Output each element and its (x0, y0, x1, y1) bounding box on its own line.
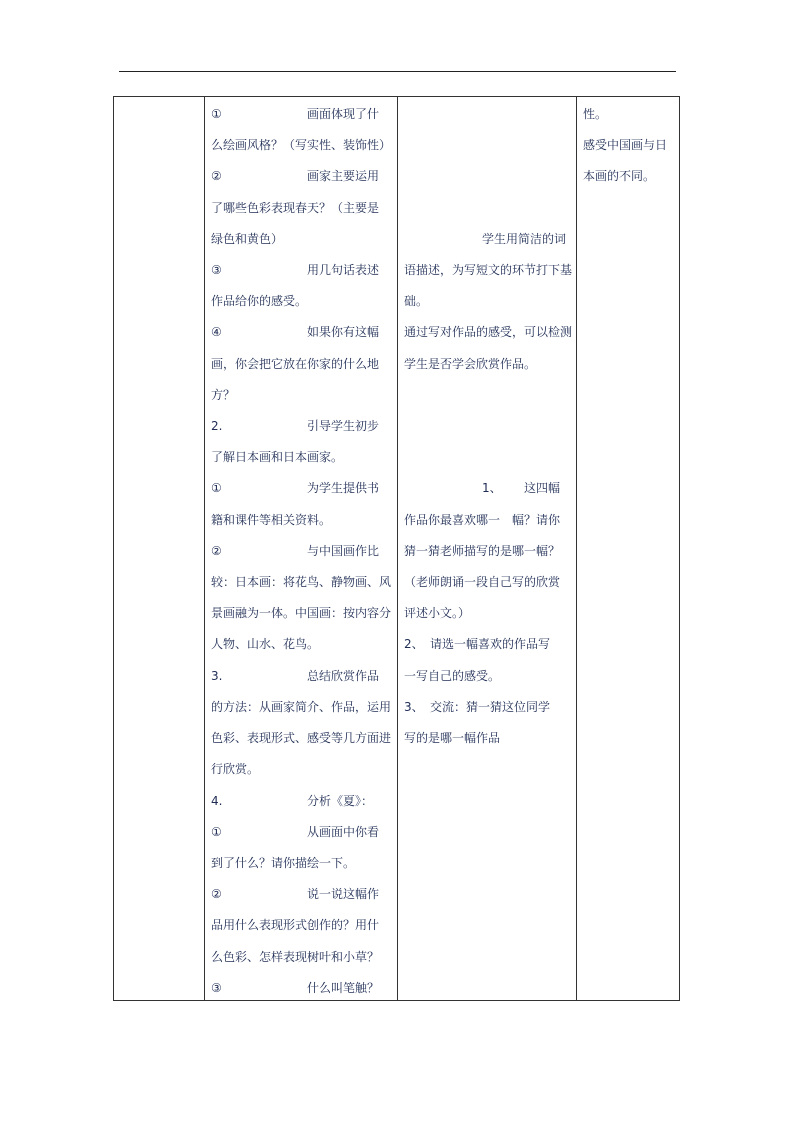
teacher-line: 较：日本画：将花鸟、静物画、风 (211, 575, 392, 589)
student-line: （老师朗诵一段自己写的欣赏 (404, 575, 561, 589)
teacher-line: 么色彩、怎样表现树叶和小草？ (211, 950, 380, 964)
teacher-line: 了哪些色彩表现春天？（主要是 (211, 201, 380, 215)
teacher-line: 作品给你的感受。 (211, 294, 308, 308)
teacher-line: 方？ (211, 388, 236, 402)
intent-line: 本画的不同。 (583, 169, 656, 183)
teacher-line: 绿色和黄色） (211, 232, 284, 246)
teacher-line: 籍和课件等相关资料。 (211, 513, 332, 527)
column-divider (397, 97, 398, 1000)
student-line: 猜一猜老师描写的是哪一幅？ (404, 544, 561, 558)
student-line: 学生是否学会欣赏作品。 (404, 357, 537, 371)
teacher-line: 的方法：从画家简介、作品，运用 (211, 700, 392, 714)
lesson-table: ① 画面体现了什 么绘画风格？（写实性、装饰性） ② 画家主要运用 了哪些色彩表现春天？（主要是 绿色和黄色） ③ 用几句话表述 作品给你的感受。 ④ 如果你有这幅 画，你会把它放在你家的什么地 方？ 2. 引导学生初步 了解日本画和日本画家。 ① 为学生提供书 籍和课件等相关资料。 ② 与中国画作比 较：日本画：将花鸟、静物画、风 景画融为一体。中国画：按内容分 人物、山水、花鸟。 3. 总结欣赏作品 的方法：从画家简介、作品，运用 色彩、表现形式、感受等几方面进 行欣赏。 4. 分析《夏》： ① 从画面中你看 到了什么？请你描绘一下。 ② 说一说这幅作 品用什么表现形式创作的？用什 么色彩、怎样表现树叶和小草？ ③ 什么叫笔触？ 学生用简洁的词 语描述，为写短文的环节打下基 础。 通过写对作品的感受，可以检测 学生是否学会欣赏作品。 1、 这四幅 作品你最喜欢哪一 幅？请你 猜一猜老师描写的是哪一幅？ （老师朗诵一段自己写的欣赏 评述小文。） 2、 请选一幅喜欢的作品写 一写自己的感受。 3、 交流：猜一猜这位同学 写的是哪一幅作品 性。 感受中国画与日 本画的不同。 (113, 96, 680, 1001)
student-line: 写的是哪一幅作品 (404, 731, 501, 745)
student-line: 础。 (404, 294, 429, 308)
teacher-line: 了解日本画和日本画家。 (211, 450, 344, 464)
intent-line: 感受中国画与日 (583, 138, 668, 152)
column-divider (204, 97, 205, 1000)
teacher-line: 到了什么？请你描绘一下。 (211, 856, 356, 870)
teacher-line: 么绘画风格？（写实性、装饰性） (211, 138, 392, 152)
column-divider (576, 97, 577, 1000)
teacher-line: 画，你会把它放在你家的什么地 (211, 357, 380, 371)
student-line: 通过写对作品的感受，可以检测 (404, 325, 573, 339)
teacher-line: 品用什么表现形式创作的？用什 (211, 918, 380, 932)
student-line: 评述小文。） (404, 606, 471, 620)
student-line: 语描述，为写短文的环节打下基 (404, 263, 573, 277)
teacher-line: 行欣赏。 (211, 762, 260, 776)
teacher-line: 色彩、表现形式、感受等几方面进 (211, 731, 392, 745)
student-line: 一写自己的感受。 (404, 669, 501, 683)
teacher-line: 人物、山水、花鸟。 (211, 637, 320, 651)
intent-line: 性。 (583, 107, 608, 121)
header-rule (119, 71, 676, 72)
student-line: 学生用简洁的词 (482, 232, 567, 246)
teacher-line: 景画融为一体。中国画：按内容分 (211, 606, 392, 620)
